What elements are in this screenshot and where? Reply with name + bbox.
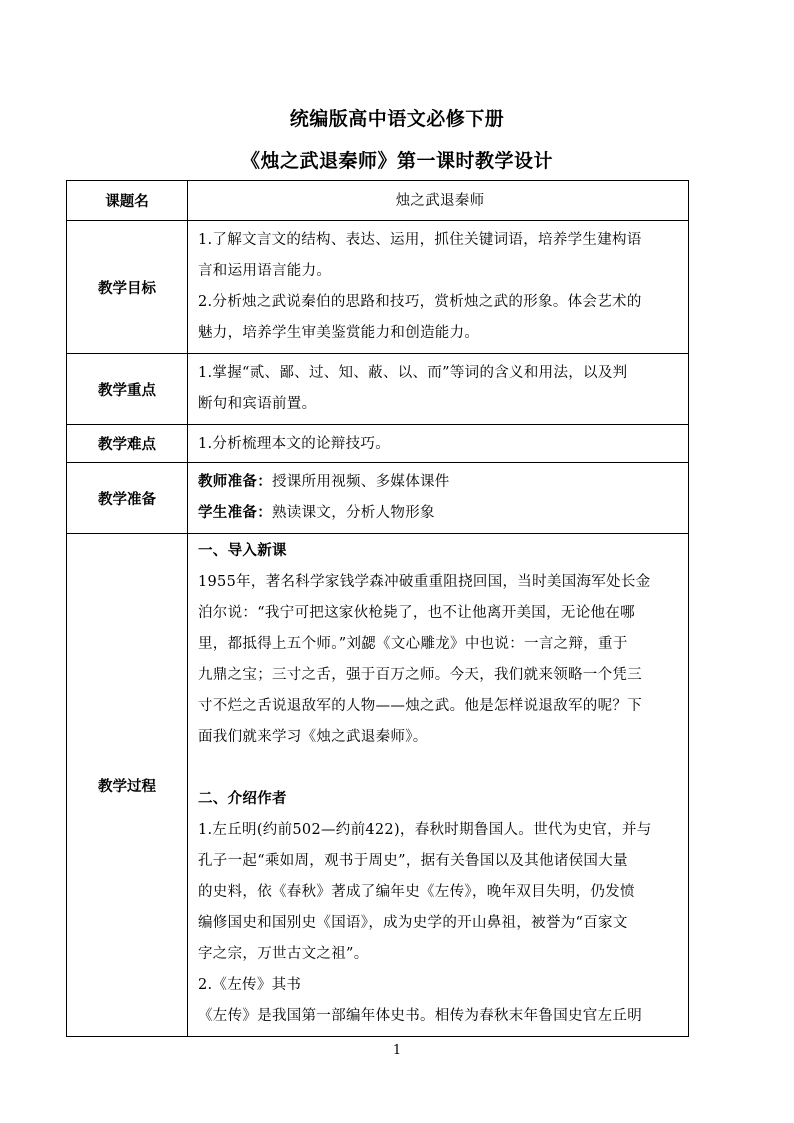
table-row-difficulties: [67, 425, 689, 463]
difficulties-label: 教学难点: [67, 425, 188, 463]
objectives-line: 魅力，培养学生审美鉴赏能力和创造能力。: [198, 325, 480, 341]
topic-value: 烛之武退秦师: [188, 181, 689, 221]
process-label: 教学过程: [67, 534, 188, 1037]
student-preparation-label: 学生准备：: [198, 505, 272, 521]
author-line: 的史料，依《春秋》著成了编年史《左传》，晚年双目失明，仍发愤: [198, 884, 635, 900]
author-line: 2.《左传》其书: [198, 977, 302, 993]
table-row-preparation: [67, 463, 689, 534]
teacher-preparation-text: 授课所用视频、多媒体课件: [272, 474, 450, 490]
author-line: 字之宗，万世古文之祖”。: [198, 946, 369, 962]
preparation-label: 教学准备: [67, 463, 188, 534]
preparation-content: [188, 463, 689, 534]
objectives-line: 言和运用语言能力。: [198, 263, 332, 279]
intro-line: 寸不烂之舌说退敌军的人物——烛之武。他是怎样说退敌军的呢？下: [198, 698, 642, 714]
teacher-preparation-label: 教师准备：: [198, 474, 272, 490]
process-content: [188, 534, 689, 1037]
objectives-line: 1.了解文言文的结构、表达、运用，抓住关键词语，培养学生建构语: [198, 232, 642, 248]
section-heading-author: 二、介绍作者: [198, 791, 287, 807]
table-row-objectives: [67, 221, 689, 354]
difficulties-line: 1.分析梳理本文的论辩技巧。: [198, 435, 391, 452]
objectives-line: 2.分析烛之武说秦伯的思路和技巧，赏析烛之武的形象。体会艺术的: [198, 294, 642, 310]
table-row-key-points: [67, 354, 689, 425]
intro-line: 1955年，著名科学家钱学森冲破重重阻挠回国，当时美国海军处长金: [198, 574, 651, 590]
student-preparation: [198, 498, 682, 529]
topic-label: 课题名: [67, 181, 188, 221]
author-line: 孔子一起“乘如周，观书于周史”，据有关鲁国以及其他诸侯国大量: [198, 853, 628, 869]
intro-line: 里，都抵得上五个师。”刘勰《文心雕龙》中也说：一言之辩，重于: [198, 636, 628, 652]
objectives-label: 教学目标: [67, 221, 188, 354]
intro-line: 泊尔说：“我宁可把这家伙枪毙了，也不让他离开美国，无论他在哪: [198, 605, 635, 621]
student-preparation-text: 熟读课文，分析人物形象: [272, 505, 435, 521]
document-title: 统编版高中语文必修下册: [289, 108, 505, 130]
section-heading-intro: 一、导入新课: [198, 543, 287, 559]
objectives-content: [188, 221, 689, 354]
document-subtitle: 《烛之武退秦师》第一课时教学设计: [240, 150, 553, 172]
key-points-label: 教学重点: [67, 354, 188, 425]
author-line: 编修国史和国别史《国语》，成为史学的开山鼻祖，被誉为“百家文: [198, 915, 628, 931]
lesson-plan-table: [66, 180, 689, 1037]
intro-line: 九鼎之宝；三寸之舌，强于百万之师。今天，我们就来领略一个凭三: [198, 667, 642, 683]
key-points-content: [188, 354, 689, 425]
page-number: 1: [392, 1043, 402, 1058]
author-line: 《左传》是我国第一部编年体史书。相传为春秋末年鲁国史官左丘明: [198, 1008, 642, 1024]
difficulties-content: [188, 425, 689, 463]
teacher-preparation: [198, 467, 682, 498]
table-row-topic: [67, 181, 689, 221]
author-line: 1.左丘明(约前502—约前422)，春秋时期鲁国人。世代为史官，并与: [198, 822, 652, 838]
table-row-process: [67, 534, 689, 1037]
intro-line: 面我们就来学习《烛之武退秦师》。: [198, 729, 428, 745]
key-points-line: 1.掌握“贰、鄙、过、知、蔽、以、而”等词的含义和用法，以及判: [198, 365, 628, 381]
blank-line: [198, 753, 682, 784]
key-points-line: 断句和宾语前置。: [198, 396, 317, 412]
